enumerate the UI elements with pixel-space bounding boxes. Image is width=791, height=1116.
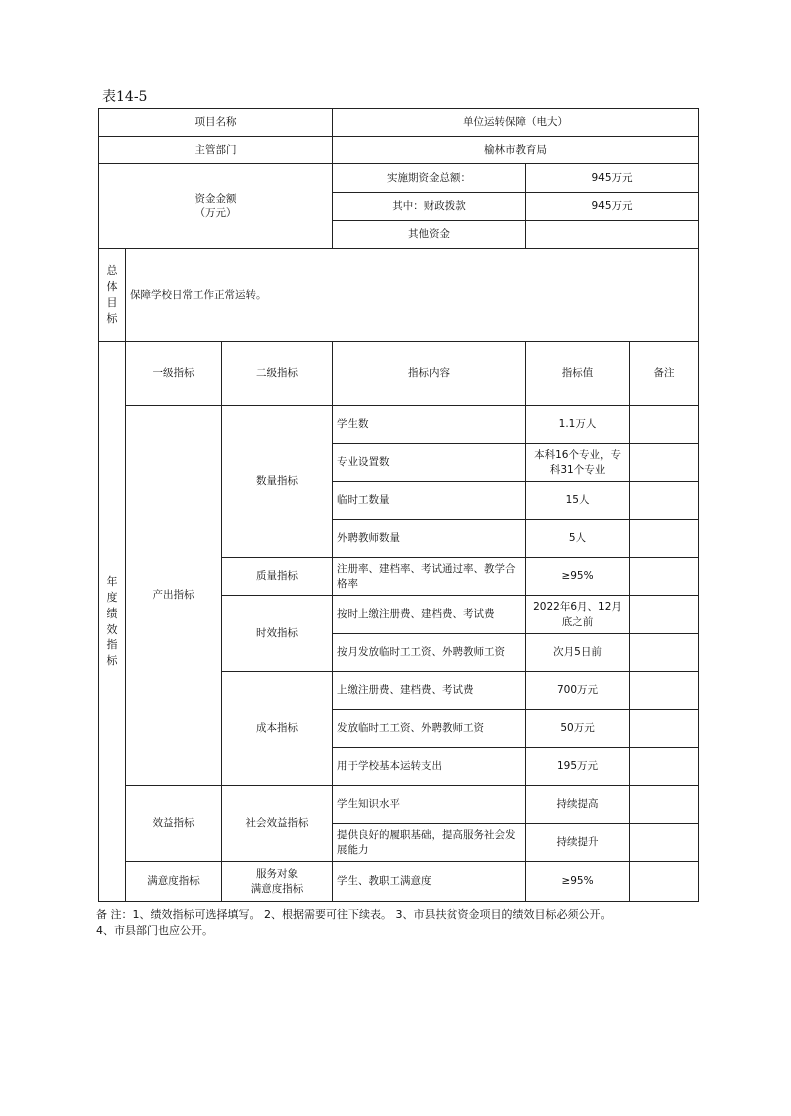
row-value: 次月5日前	[526, 634, 630, 672]
row-value: ≥95%	[526, 862, 630, 902]
header-remark: 备注	[630, 342, 699, 406]
other-funds-label: 其他资金	[333, 221, 526, 249]
funds-label-line1: 资金金额	[194, 192, 237, 205]
header-value: 指标值	[526, 342, 630, 406]
satisfaction-indicator-label: 满意度指标	[126, 862, 222, 902]
row-content: 发放临时工工资、外聘教师工资	[333, 710, 526, 748]
fiscal-funds-value: 945万元	[526, 193, 699, 221]
benefit-indicator-label: 效益指标	[126, 786, 222, 862]
row-remark	[630, 482, 699, 520]
notes-line2: 4、市县部门也应公开。	[96, 923, 213, 937]
row-content: 上缴注册费、建档费、考试费	[333, 672, 526, 710]
header-level1: 一级指标	[126, 342, 222, 406]
total-funds-label: 实施期资金总额：	[333, 164, 526, 193]
quality-indicator-label: 质量指标	[222, 558, 333, 596]
quantity-indicator-label: 数量指标	[222, 406, 333, 558]
overall-goal-label: 总 体 目 标	[99, 249, 126, 342]
row-content: 外聘教师数量	[333, 520, 526, 558]
performance-table	[98, 108, 699, 902]
row-content: 学生数	[333, 406, 526, 444]
service-satisfaction-label: 服务对象 满意度指标	[222, 862, 333, 902]
row-remark	[630, 596, 699, 634]
row-value: 2022年6月、12月底之前	[526, 596, 630, 634]
annual-goal-label: 年 度 绩 效 指 标	[99, 342, 126, 902]
row-remark	[630, 406, 699, 444]
fiscal-funds-label: 其中：财政拨款	[333, 193, 526, 221]
row-content: 按月发放临时工工资、外聘教师工资	[333, 634, 526, 672]
project-name-value: 单位运转保障（电大）	[333, 109, 699, 137]
row-value: 持续提升	[526, 824, 630, 862]
row-remark	[630, 824, 699, 862]
row-value: 持续提高	[526, 786, 630, 824]
header-level2: 二级指标	[222, 342, 333, 406]
row-content: 注册率、建档率、考试通过率、教学合格率	[333, 558, 526, 596]
row-value: ≥95%	[526, 558, 630, 596]
row-remark	[630, 520, 699, 558]
row-remark	[630, 862, 699, 902]
project-name-label: 项目名称	[99, 109, 333, 137]
total-funds-value: 945万元	[526, 164, 699, 193]
row-remark	[630, 444, 699, 482]
row-value: 本科16个专业，专科31个专业	[526, 444, 630, 482]
overall-goal-value: 保障学校日常工作正常运转。	[126, 249, 699, 342]
row-value: 700万元	[526, 672, 630, 710]
notes	[96, 907, 706, 939]
social-benefit-label: 社会效益指标	[222, 786, 333, 862]
output-indicator-label: 产出指标	[126, 406, 222, 786]
dept-label: 主管部门	[99, 137, 333, 164]
dept-value: 榆林市教育局	[333, 137, 699, 164]
row-remark	[630, 748, 699, 786]
table-caption: 表14-5	[102, 89, 148, 105]
funds-label-line2: （万元）	[194, 207, 237, 219]
row-content: 学生、教职工满意度	[333, 862, 526, 902]
row-value: 195万元	[526, 748, 630, 786]
row-value: 50万元	[526, 710, 630, 748]
row-content: 按时上缴注册费、建档费、考试费	[333, 596, 526, 634]
row-content: 提供良好的履职基础，提高服务社会发展能力	[333, 824, 526, 862]
row-content: 用于学校基本运转支出	[333, 748, 526, 786]
cost-indicator-label: 成本指标	[222, 672, 333, 786]
row-content: 临时工数量	[333, 482, 526, 520]
row-remark	[630, 672, 699, 710]
header-content: 指标内容	[333, 342, 526, 406]
row-remark	[630, 634, 699, 672]
row-content: 学生知识水平	[333, 786, 526, 824]
other-funds-value	[526, 221, 699, 249]
timeliness-indicator-label: 时效指标	[222, 596, 333, 672]
notes-line1: 备 注：1、绩效指标可选择填写。 2、根据需要可往下续表。 3、市县扶贫资金项目的绩效目标必须公开。	[96, 908, 612, 921]
row-value: 5人	[526, 520, 630, 558]
row-value: 1.1万人	[526, 406, 630, 444]
row-content: 专业设置数	[333, 444, 526, 482]
row-value: 15人	[526, 482, 630, 520]
row-remark	[630, 558, 699, 596]
row-remark	[630, 786, 699, 824]
row-remark	[630, 710, 699, 748]
funds-label	[99, 164, 333, 249]
